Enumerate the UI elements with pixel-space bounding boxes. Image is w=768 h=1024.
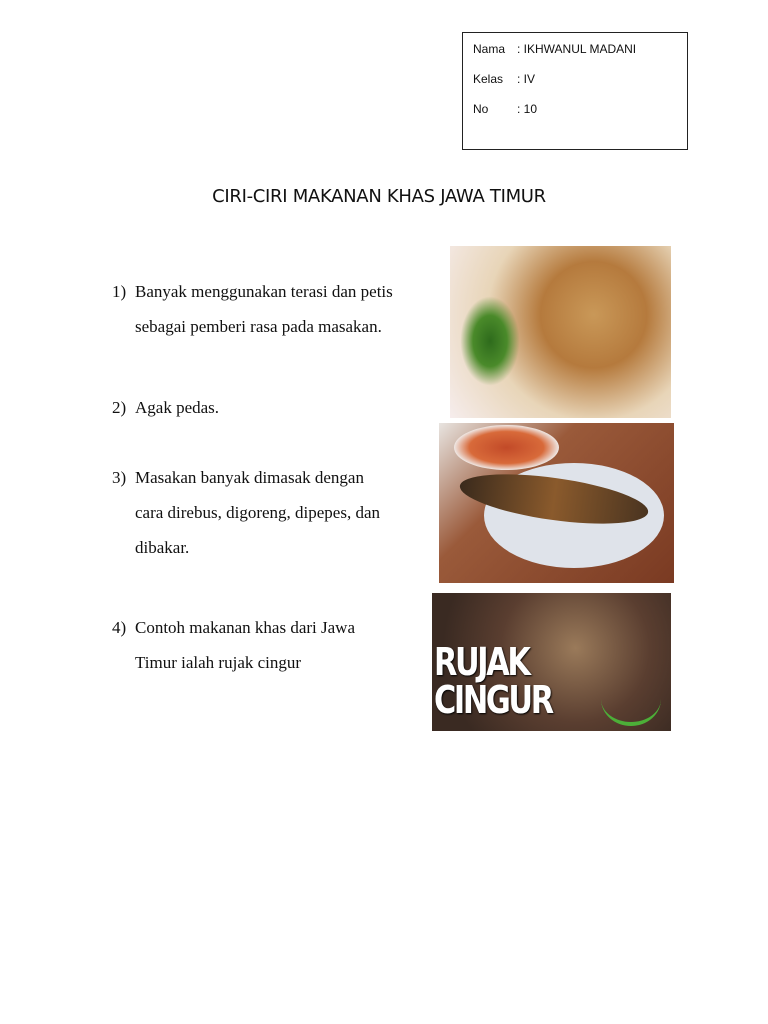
page-title [0,186,768,207]
sambal-bowl [454,425,559,470]
item-line: Timur ialah rujak cingur [135,653,302,672]
info-value: : IV [517,72,536,86]
item-number: 1) [112,282,127,301]
caption-line: CINGUR [434,678,552,722]
info-row-nama [473,42,636,56]
item-line: sebagai pemberi rasa pada masakan. [135,317,382,336]
info-label: Kelas [473,72,504,86]
list-item [112,610,355,680]
item-line: dibakar. [135,538,190,557]
vegetable-decor [601,672,661,726]
caption-line: RUJAK [434,640,529,684]
page-title-text: CIRI-CIRI MAKANAN KHAS JAWA TIMUR [212,186,546,207]
student-info-box [462,32,688,150]
list-item [112,460,380,565]
item-line: Banyak menggunakan terasi dan petis [135,282,393,301]
list-item [112,390,219,425]
info-value: : IKHWANUL MADANI [517,42,637,56]
item-number: 2) [112,398,127,417]
item-line: Contoh makanan khas dari Jawa [135,618,355,637]
item-number: 4) [112,618,127,637]
list-item [112,274,393,344]
item-line: Agak pedas. [135,398,220,417]
rujak-cingur-caption [434,640,552,722]
item-number: 3) [112,468,127,487]
info-row-no [473,102,537,116]
item-line: Masakan banyak dimasak dengan [135,468,364,487]
info-value: : 10 [517,102,538,116]
info-row-kelas [473,72,535,86]
info-label: No [473,102,489,116]
grilled-fish-photo [439,423,674,583]
item-line: cara direbus, digoreng, dipepes, dan [135,503,380,522]
rujak-cingur-photo [432,593,671,731]
info-label: Nama [473,42,506,56]
chili-decor [460,296,520,386]
tahu-petis-photo [450,246,671,418]
